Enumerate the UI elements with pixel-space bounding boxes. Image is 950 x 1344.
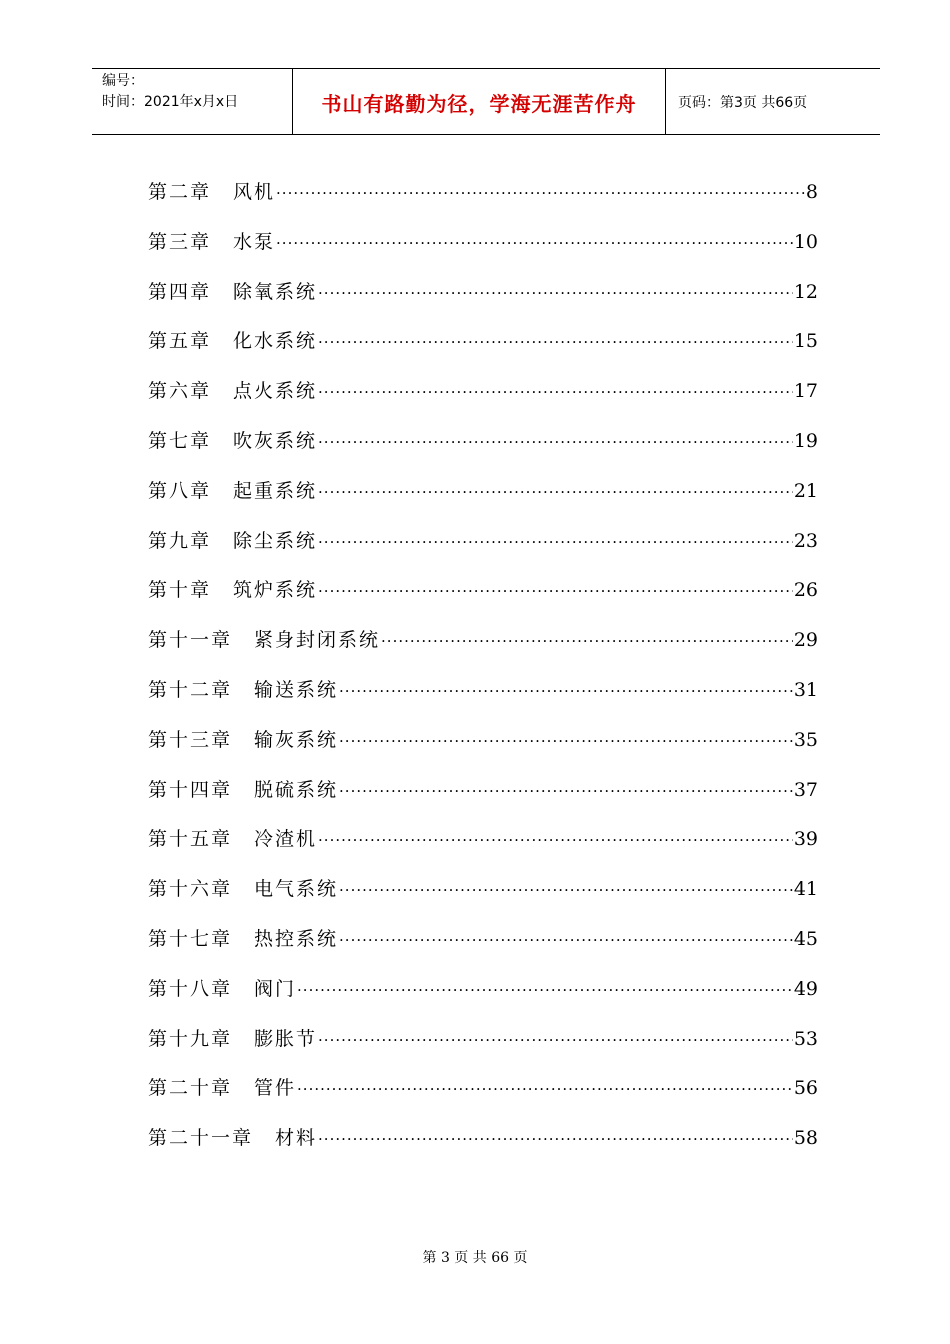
- toc-chapter: 第十四章: [148, 778, 233, 801]
- toc-page-number: 29: [793, 629, 818, 652]
- toc-leader-dots: [339, 767, 793, 817]
- toc-entry[interactable]: [148, 766, 818, 816]
- toc-entry[interactable]: [148, 467, 818, 517]
- toc-title: 输送系统: [254, 678, 339, 701]
- toc-page-number: 8: [805, 181, 818, 203]
- toc-chapter: 第十五章: [148, 828, 233, 851]
- toc-entry[interactable]: [148, 1015, 818, 1065]
- toc-leader-dots: [318, 269, 793, 319]
- toc-entry[interactable]: [148, 168, 818, 218]
- toc-page-number: 39: [793, 828, 818, 851]
- toc-page-number: 58: [793, 1127, 818, 1150]
- toc-entry[interactable]: [148, 317, 818, 367]
- toc-leader-dots: [339, 717, 793, 767]
- header-meta: [92, 69, 293, 135]
- toc-leader-dots: [318, 368, 793, 418]
- toc-page-number: 10: [793, 230, 818, 253]
- toc-page-number: 35: [793, 728, 818, 751]
- toc-title: 热控系统: [254, 927, 339, 950]
- toc-title: 起重系统: [233, 479, 318, 502]
- toc-entry[interactable]: [148, 1114, 818, 1164]
- toc-entry[interactable]: [148, 865, 818, 915]
- toc-leader-dots: [318, 418, 793, 468]
- page-footer: 第 3 页 共 66 页: [422, 1250, 528, 1266]
- toc-chapter: 第十七章: [148, 927, 233, 950]
- toc-entry[interactable]: [148, 268, 818, 318]
- toc-page-number: 56: [793, 1077, 818, 1100]
- toc-entry[interactable]: [148, 716, 818, 766]
- toc-chapter: 第十一章: [148, 629, 233, 652]
- toc-leader-dots: [297, 966, 793, 1016]
- toc-chapter: 第五章: [148, 330, 212, 353]
- header-page-info: 页码：第3页 共66页: [678, 95, 808, 111]
- toc-chapter: 第二章: [148, 181, 212, 203]
- toc-leader-dots: [318, 567, 793, 617]
- toc-page-number: 41: [793, 878, 818, 901]
- toc-chapter: 第十二章: [148, 678, 233, 701]
- toc-page-number: 19: [793, 429, 818, 452]
- toc-title: 阀门: [254, 977, 297, 1000]
- toc-title: 除氧系统: [233, 280, 318, 303]
- toc-entry[interactable]: [148, 566, 818, 616]
- toc-entry[interactable]: [148, 517, 818, 567]
- toc-page-number: 37: [793, 778, 818, 801]
- toc-chapter: 第四章: [148, 280, 212, 303]
- toc-chapter: 第十八章: [148, 977, 233, 1000]
- toc-title: 吹灰系统: [233, 429, 318, 452]
- toc-leader-dots: [318, 1016, 793, 1066]
- table-of-contents: [148, 168, 818, 1164]
- toc-title: 风机: [233, 181, 276, 203]
- toc-leader-dots: [318, 468, 793, 518]
- toc-entry[interactable]: [148, 666, 818, 716]
- toc-entry[interactable]: [148, 815, 818, 865]
- document-header: [92, 68, 880, 135]
- toc-entry[interactable]: [148, 965, 818, 1015]
- toc-page-number: 31: [793, 678, 818, 701]
- toc-chapter: 第十六章: [148, 878, 233, 901]
- toc-title: 输灰系统: [254, 728, 339, 751]
- toc-leader-dots: [318, 1115, 793, 1165]
- toc-title: 脱硫系统: [254, 778, 339, 801]
- toc-chapter: 第六章: [148, 380, 212, 403]
- toc-leader-dots: [318, 816, 793, 866]
- toc-page-number: 45: [793, 927, 818, 950]
- toc-title: 膨胀节: [254, 1027, 318, 1050]
- toc-title: 管件: [254, 1077, 297, 1100]
- toc-entry[interactable]: [148, 367, 818, 417]
- toc-leader-dots: [318, 318, 793, 368]
- toc-page-number: 12: [793, 280, 818, 303]
- toc-leader-dots: [297, 1065, 793, 1115]
- toc-title: 电气系统: [254, 878, 339, 901]
- toc-leader-dots: [339, 916, 793, 966]
- toc-chapter: 第三章: [148, 230, 212, 253]
- toc-leader-dots: [381, 617, 793, 667]
- toc-title: 冷渣机: [254, 828, 318, 851]
- toc-title: 紧身封闭系统: [254, 629, 381, 652]
- toc-entry[interactable]: [148, 218, 818, 268]
- toc-entry[interactable]: [148, 1064, 818, 1114]
- toc-title: 除尘系统: [233, 529, 318, 552]
- toc-entry[interactable]: [148, 915, 818, 965]
- toc-page-number: 15: [793, 330, 818, 353]
- toc-page-number: 23: [793, 529, 818, 552]
- toc-title: 化水系统: [233, 330, 318, 353]
- toc-title: 筑炉系统: [233, 579, 318, 602]
- toc-page-number: 26: [793, 579, 818, 602]
- toc-leader-dots: [339, 667, 793, 717]
- toc-title: 材料: [275, 1127, 318, 1150]
- time-label: 时间：2021年x月x日: [102, 94, 239, 110]
- toc-chapter: 第二十一章: [148, 1127, 254, 1150]
- toc-leader-dots: [318, 518, 793, 568]
- toc-page-number: 21: [793, 479, 818, 502]
- toc-chapter: 第二十章: [148, 1077, 233, 1100]
- toc-leader-dots: [276, 219, 793, 269]
- toc-title: 水泵: [233, 230, 276, 253]
- toc-entry[interactable]: [148, 616, 818, 666]
- toc-chapter: 第十九章: [148, 1027, 233, 1050]
- toc-leader-dots: [339, 866, 793, 916]
- toc-entry[interactable]: [148, 417, 818, 467]
- toc-page-number: 53: [793, 1027, 818, 1050]
- toc-chapter: 第十三章: [148, 728, 233, 751]
- toc-chapter: 第七章: [148, 429, 212, 452]
- number-label: 编号：: [102, 73, 144, 89]
- toc-leader-dots: [276, 169, 805, 219]
- toc-title: 点火系统: [233, 380, 318, 403]
- toc-chapter: 第九章: [148, 529, 212, 552]
- toc-page-number: 49: [793, 977, 818, 1000]
- toc-chapter: 第八章: [148, 479, 212, 502]
- header-motto: 书山有路勤为径，学海无涯苦作舟: [293, 69, 666, 135]
- toc-page-number: 17: [793, 380, 818, 403]
- toc-chapter: 第十章: [148, 579, 212, 602]
